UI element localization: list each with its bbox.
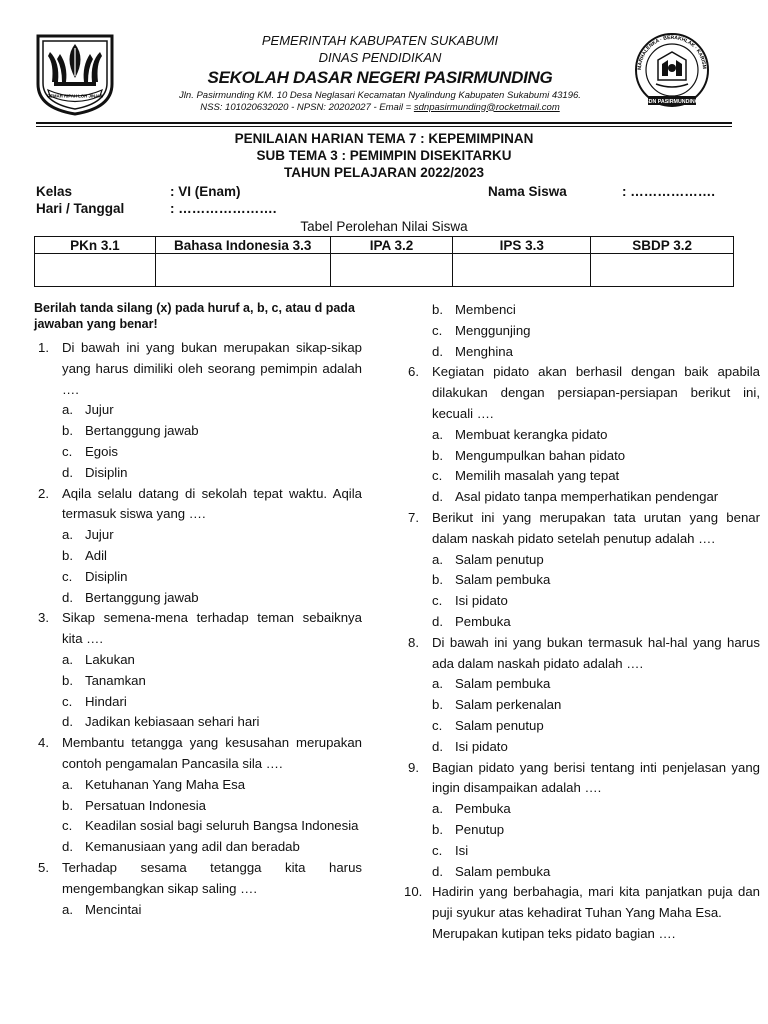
option-item[interactable]: a. Salam pembuka [432, 676, 551, 692]
option-item[interactable]: d. Isi pidato [432, 738, 508, 754]
question-10-prompt: Merupakan kutipan teks pidato bagian …. [432, 925, 676, 941]
exam-subtitle: SUB TEMA 3 : PEMIMPIN DISEKITARKU [256, 148, 512, 163]
question-4: 4. Membantu tetangga yang kesusahan merupakan contoh pengamalan Pancasila sila …. [38, 735, 362, 771]
exam-year: TAHUN PELAJARAN 2022/2023 [283, 165, 485, 180]
hari-tanggal-label: Hari / Tanggal [36, 201, 125, 216]
option-item[interactable]: d. Jadikan kebiasaan sehari hari [62, 714, 260, 730]
option-item[interactable]: d. Asal pidato tanpa memperhatikan pendengar [432, 489, 719, 505]
score-cell-ips[interactable] [453, 254, 591, 287]
question-6: 6. Kegiatan pidato akan berhasil dengan baik apabila dilakukan dengan persiapan-persiapan berikut ini, kecuali …. [408, 364, 760, 421]
question-text: Kegiatan pidato akan berhasil dengan baik apabila dilakukan dengan persiapan-persiapan berikut ini, kecuali …. [432, 364, 760, 421]
option-item[interactable]: b. Penutup [432, 821, 505, 837]
option-item[interactable]: d. Pembuka [432, 613, 511, 629]
option-item[interactable]: c. Egois [62, 443, 118, 459]
school-ids [120, 102, 640, 114]
question-text: Hadirin yang berbahagia, mari kita panjatkan puja dan puji syukur atas kehadirat Tuhan Yang Maha Esa. [432, 884, 760, 921]
question-7: 7. Berikut ini yang merupakan tata urutan yang benar dalam naskah pidato setelah penutup adalah …. [408, 509, 760, 546]
score-table-header-row [35, 237, 734, 254]
option-item[interactable]: a. Mencintai [62, 901, 142, 917]
question-text: Sikap semena-mena terhadap teman sebaiknya kita …. [62, 610, 362, 647]
score-table-caption: Tabel Perolehan Nilai Siswa [300, 219, 468, 234]
nama-siswa-value[interactable]: : ………………. [622, 184, 715, 199]
option-item[interactable]: a. Jujur [62, 527, 114, 543]
question-8: 8. Di bawah ini yang bukan termasuk hal-hal yang harus ada dalam naskah pidato adalah …. [408, 634, 760, 671]
gov-name: PEMERINTAH KABUPATEN SUKABUMI [261, 33, 499, 48]
question-10: 10. Hadirin yang berbahagia, mari kita panjatkan puja dan puji syukur atas kehadirat Tuhan Yang Maha Esa. [404, 884, 760, 921]
option-item[interactable]: a. Pembuka [432, 801, 511, 817]
question-text: Membantu tetangga yang kesusahan merupakan contoh pengamalan Pancasila sila …. [62, 735, 362, 771]
right-logo-banner: SDN PASIRMUNDING [645, 98, 699, 105]
question-text: Berikut ini yang merupakan tata urutan yang benar dalam naskah pidato setelah penutup adalah …. [432, 509, 760, 546]
option-item[interactable]: c. Isi pidato [432, 593, 508, 609]
question-1: 1. Di bawah ini yang bukan merupakan sikap-sikap yang harus dimiliki oleh seorang pemimpin adalah …. [38, 340, 362, 397]
kabupaten-sukabumi-logo [34, 32, 116, 116]
question-text: Terhadap sesama tetangga kita harus mengembangkan sikap saling …. [62, 859, 362, 896]
option-item[interactable]: b. Adil [62, 547, 107, 563]
option-item[interactable]: c. Hindari [62, 693, 127, 709]
option-item[interactable]: d. Bertanggung jawab [62, 589, 199, 605]
option-item[interactable]: a. Membuat kerangka pidato [432, 426, 608, 442]
score-col-sbdp: SBDP 3.2 [591, 237, 734, 254]
score-col-bahasa-indonesia: Bahasa Indonesia 3.3 [155, 237, 330, 254]
score-col-ipa: IPA 3.2 [330, 237, 453, 254]
option-item[interactable]: a. Salam penutup [432, 551, 544, 567]
option-item[interactable]: c. Isi [432, 842, 469, 858]
score-col-ips: IPS 3.3 [453, 237, 591, 254]
instruction: Berilah tanda silang (x) pada huruf a, b, c, atau d pada jawaban yang benar! [34, 301, 355, 331]
question-2: 2. Aqila selalu datang di sekolah tepat waktu. Aqila termasuk siswa yang …. [38, 485, 362, 522]
question-text: Aqila selalu datang di sekolah tepat waktu. Aqila termasuk siswa yang …. [62, 485, 362, 522]
score-table [34, 236, 734, 287]
option-item[interactable]: d. Menghina [432, 343, 513, 359]
hari-tanggal-value[interactable]: : …………………. [170, 201, 277, 216]
option-item[interactable]: d. Salam pembuka [432, 863, 551, 879]
school-email-link[interactable]: sdnpasirmunding@rocketmail.com [413, 101, 560, 113]
option-item[interactable]: a. Ketuhanan Yang Maha Esa [62, 776, 246, 792]
nama-siswa-label: Nama Siswa [488, 184, 567, 199]
question-text: Bagian pidato yang berisi tentang inti penjelasan yang ingin disampaikan adalah …. [432, 759, 760, 796]
exam-titles [0, 130, 768, 181]
question-text: Di bawah ini yang bukan termasuk hal-hal yang harus ada dalam naskah pidato adalah …. [432, 634, 760, 671]
score-cell-bahasa-indonesia[interactable] [155, 254, 330, 287]
option-item[interactable]: b. Mengumpulkan bahan pidato [432, 447, 626, 463]
question-9: 9. Bagian pidato yang berisi tentang inti penjelasan yang ingin disampaikan adalah …. [408, 759, 760, 796]
exam-title: PENILAIAN HARIAN TEMA 7 : KEPEMIMPINAN [234, 131, 534, 146]
option-item[interactable]: b. Persatuan Indonesia [62, 797, 206, 813]
letterhead [120, 32, 640, 113]
letterhead-rule-thick [36, 122, 732, 124]
option-item[interactable]: b. Membenci [432, 302, 516, 317]
right-logo-ring-text: MARHALENKA · BERAKHLAK · KARISM [636, 34, 708, 71]
option-item[interactable]: c. Menggunjing [432, 322, 531, 338]
option-item[interactable]: c. Keadilan sosial bagi seluruh Bangsa Indonesia [62, 818, 359, 834]
questions-right-column [404, 300, 760, 945]
question-3: 3. Sikap semena-mena terhadap teman sebaiknya kita …. [38, 610, 362, 647]
school-emblem-logo [630, 30, 714, 114]
option-item[interactable]: d. Kemanusiaan yang adil dan beradab [62, 839, 300, 855]
left-logo-motto: GEMAH RIPAH LOH JINAWI [46, 93, 104, 99]
score-cell-pkn[interactable] [35, 254, 156, 287]
kelas-value: : VI (Enam) [170, 184, 241, 199]
score-cell-ipa[interactable] [330, 254, 453, 287]
school-ids-text: NSS: 101020632020 - NPSN: 20202027 - Email = [200, 101, 414, 113]
option-item[interactable]: c. Salam penutup [432, 717, 544, 733]
question-text: Di bawah ini yang bukan merupakan sikap-sikap yang harus dimiliki oleh seorang pemimpin adalah …. [62, 340, 362, 397]
kelas-label: Kelas [36, 184, 73, 199]
office-name: DINAS PENDIDIKAN [318, 50, 442, 65]
score-table-value-row [35, 254, 734, 287]
option-item[interactable]: a. Jujur [62, 402, 114, 418]
option-item[interactable]: b. Bertanggung jawab [62, 423, 199, 439]
option-item[interactable]: d. Disiplin [62, 464, 128, 480]
option-item[interactable]: b. Salam pembuka [432, 572, 551, 588]
school-name: SEKOLAH DASAR NEGERI PASIRMUNDING [207, 68, 553, 87]
letterhead-rule-thin [36, 126, 732, 127]
school-address: Jln. Pasirmunding KM. 10 Desa Neglasari Kecamatan Nyalindung Kabupaten Sukabumi 43196. [179, 90, 581, 101]
option-item[interactable]: a. Lakukan [62, 651, 135, 667]
option-item[interactable]: b. Salam perkenalan [432, 697, 562, 713]
option-item[interactable]: c. Disiplin [62, 568, 128, 584]
question-5: 5. Terhadap sesama tetangga kita harus mengembangkan sikap saling …. [38, 859, 362, 896]
score-cell-sbdp[interactable] [591, 254, 734, 287]
option-item[interactable]: c. Memilih masalah yang tepat [432, 468, 620, 484]
option-item[interactable]: b. Tanamkan [62, 672, 146, 688]
questions-left-column [34, 300, 362, 920]
score-col-pkn: PKn 3.1 [35, 237, 156, 254]
